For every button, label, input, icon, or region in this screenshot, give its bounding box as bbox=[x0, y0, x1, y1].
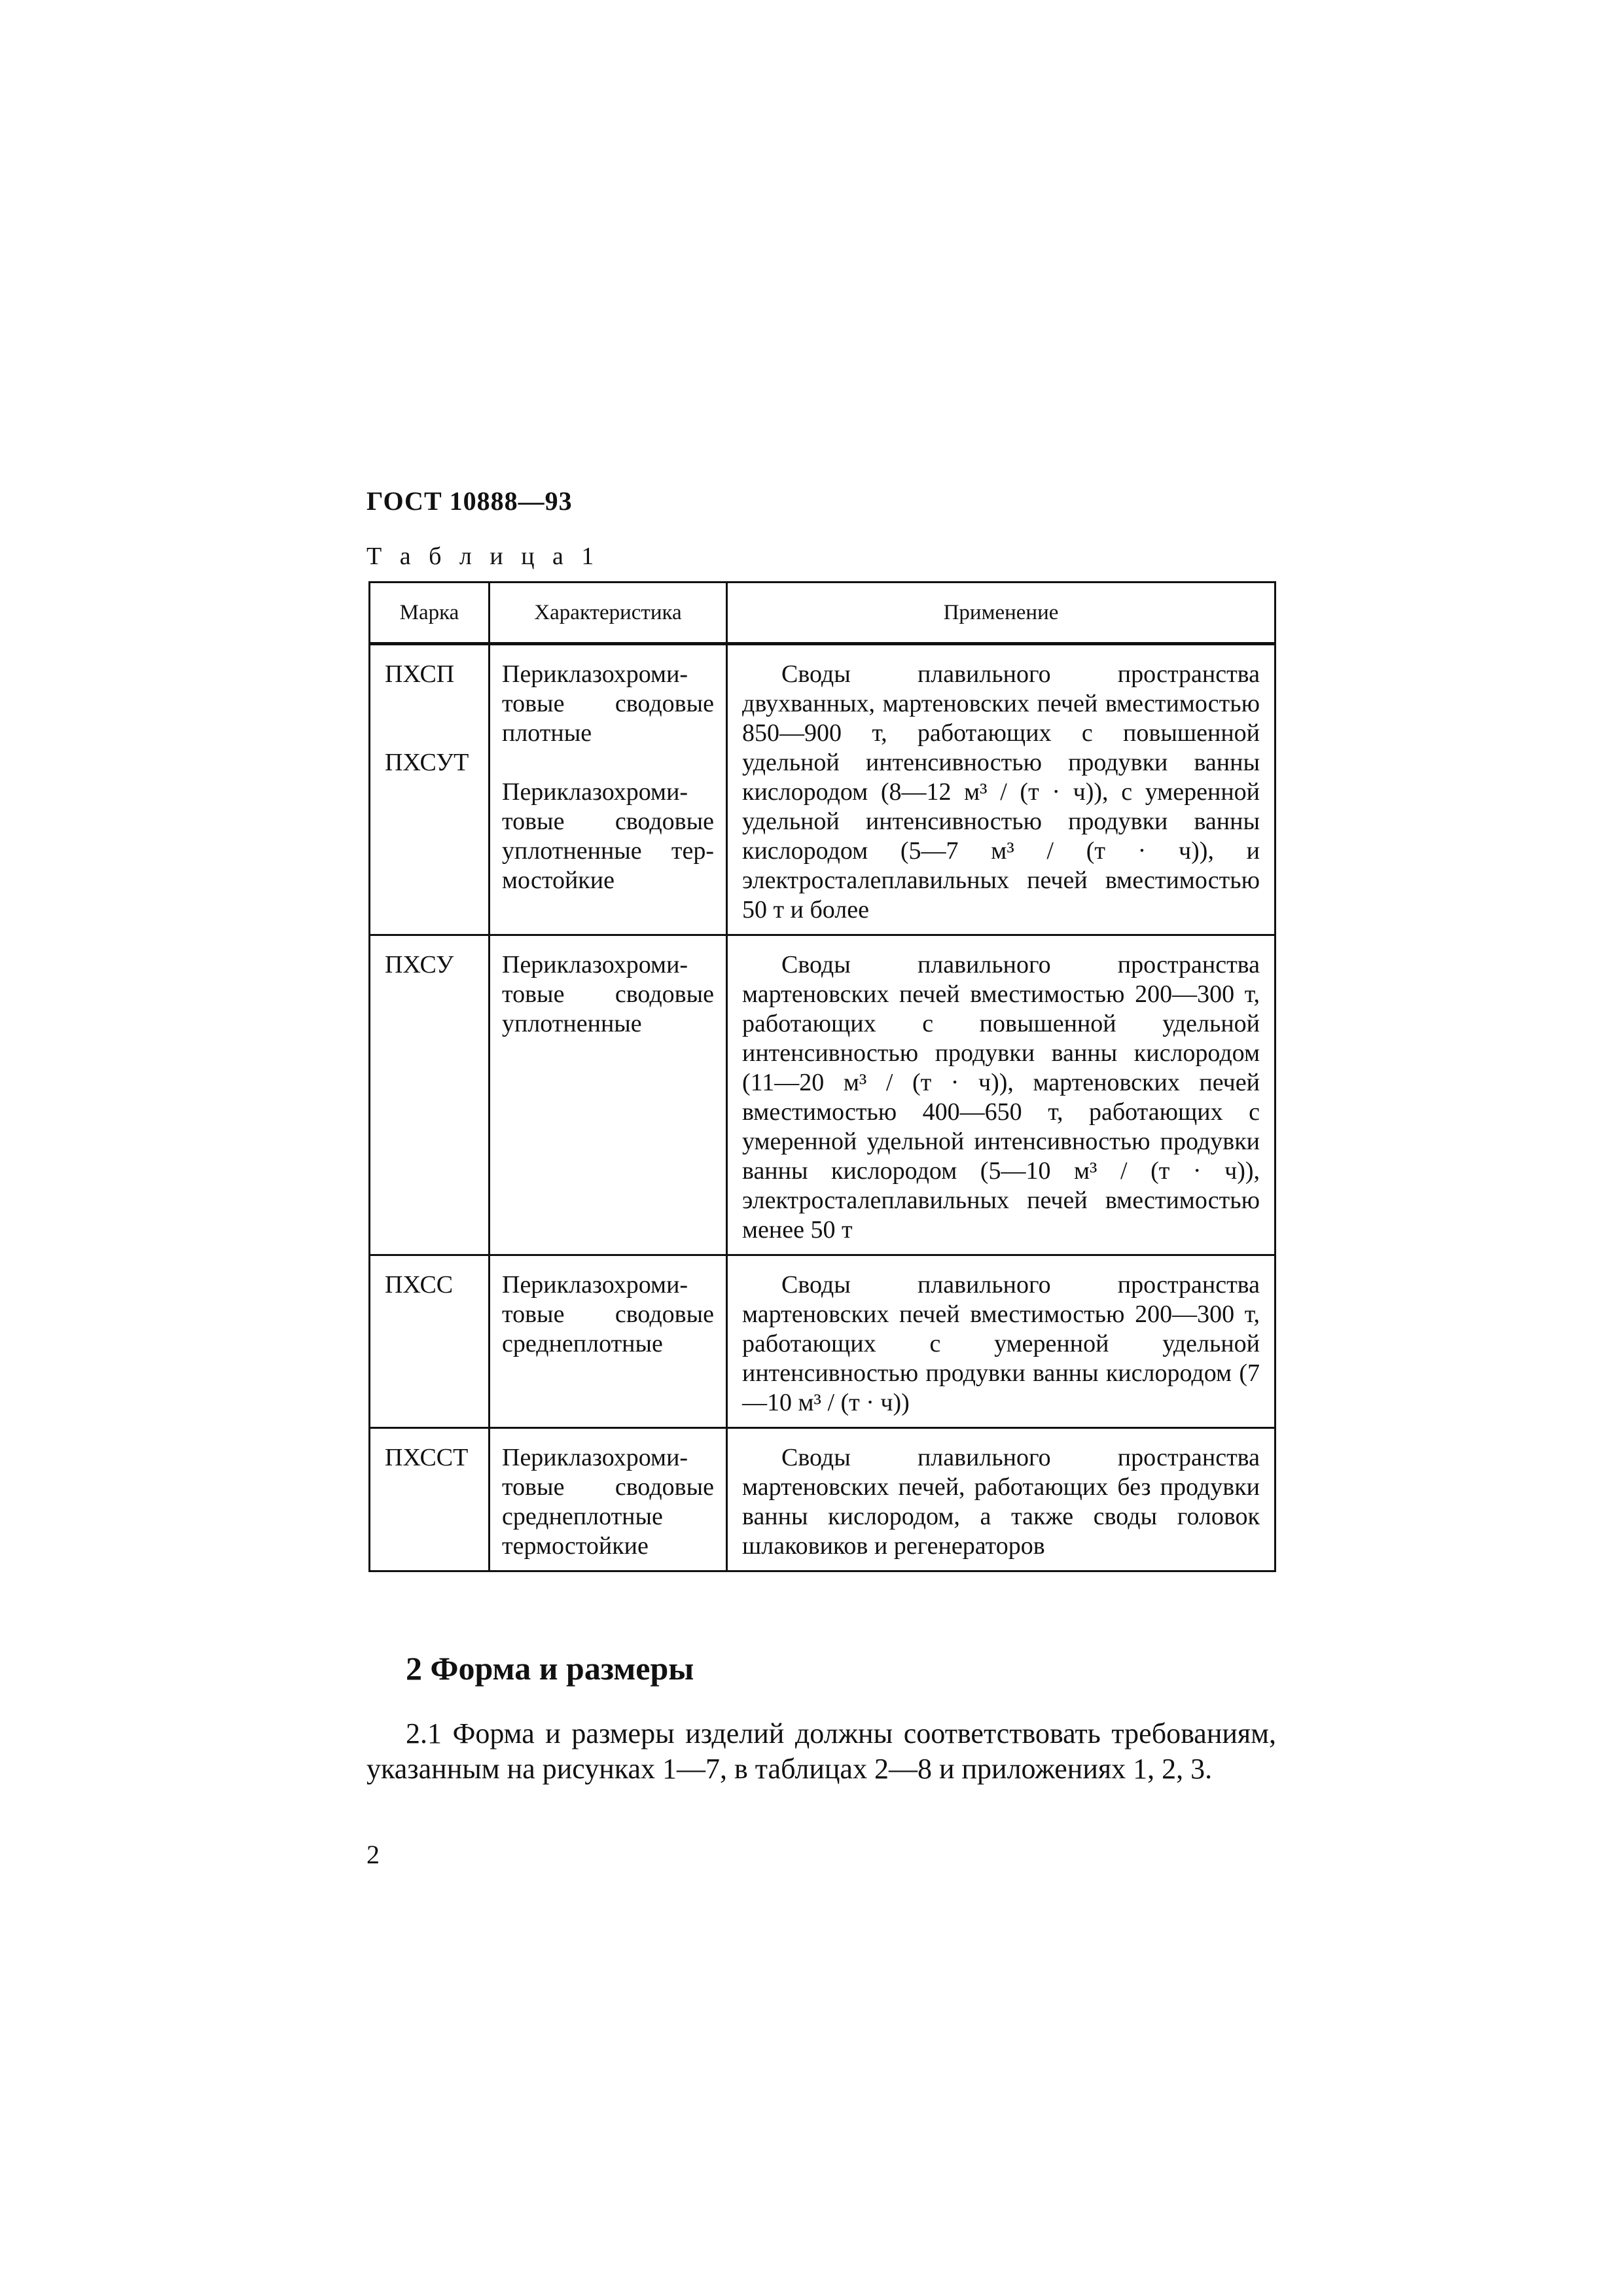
column-header-application: Применение bbox=[727, 583, 1275, 644]
mark-value: ПХСП bbox=[385, 660, 455, 688]
mark-cell bbox=[370, 1255, 490, 1428]
application-text: Своды плавильного пространства мартеновских печей вместимостью 200—300 т, работающих с умеренной удельной интенсивностью продувки ванны кислородом (7—10 м³ / (т · ч)) bbox=[742, 1271, 1260, 1416]
table-row bbox=[370, 644, 1275, 935]
mark-value: ПХСУТ bbox=[385, 749, 469, 776]
characteristic-text: Периклазохроми-товые сводовые уплотненные тер-мостойкие bbox=[502, 778, 714, 894]
table-row bbox=[370, 1428, 1275, 1571]
mark-cell bbox=[370, 1428, 490, 1571]
table-header-row bbox=[370, 583, 1275, 644]
mark-value: ПХССТ bbox=[385, 1444, 469, 1471]
application-text: Своды плавильного пространства мартеновских печей, работающих без продувки ванны кислородом, а также своды головок шлаковиков и регенераторов bbox=[742, 1444, 1260, 1560]
section-title: 2 Форма и размеры bbox=[406, 1650, 694, 1687]
page-number: 2 bbox=[366, 1840, 380, 1869]
application-cell bbox=[727, 1255, 1275, 1428]
mark-value: ПХСУ bbox=[385, 951, 454, 978]
materials-table bbox=[368, 581, 1276, 1572]
application-text: Своды плавильного пространства мартеновских печей вместимостью 200—300 т, работающих с повышенной удельной интенсивностью продувки ванны кислородом (11—20 м³ / (т · ч)), мартеновских печей вместимостью 400—650 т, работающих с умеренной удельной интенсивностью продувки ванны кислородом (5—10 м³ / (т · ч)), электросталеплавильных печей вместимостью менее 50 т bbox=[742, 951, 1260, 1244]
section-paragraph: 2.1 Форма и размеры изделий должны соответствовать требованиям, указанным на рисунках 1—7, в таблицах 2—8 и приложениях 1, 2, 3. bbox=[366, 1717, 1276, 1785]
application-cell bbox=[727, 644, 1275, 935]
application-cell bbox=[727, 1428, 1275, 1571]
mark-cell bbox=[370, 644, 490, 935]
characteristic-text: Периклазохроми-товые сводовые среднеплотные bbox=[502, 1271, 714, 1357]
characteristic-cell bbox=[490, 1428, 727, 1571]
characteristic-cell bbox=[490, 1255, 727, 1428]
table-row bbox=[370, 1255, 1275, 1428]
column-header-mark: Марка bbox=[370, 583, 490, 644]
column-header-characteristic: Характеристика bbox=[490, 583, 727, 644]
characteristic-cell bbox=[490, 935, 727, 1255]
characteristic-text: Периклазохроми-товые сводовые плотные bbox=[502, 660, 714, 747]
table-caption: Т а б л и ц а 1 bbox=[366, 543, 600, 570]
application-cell bbox=[727, 935, 1275, 1255]
mark-value: ПХСС bbox=[385, 1271, 454, 1299]
document-id: ГОСТ 10888—93 bbox=[366, 486, 573, 516]
application-text: Своды плавильного пространства двухванных, мартеновских печей вместимостью 850—900 т, работающих с повышенной удельной интенсивностью продувки ванны кислородом (8—12 м³ / (т · ч)), с умеренной удельной интенсивностью продувки ванны кислородом (5—7 м³ / (т · ч)), и электросталеплавильных печей вместимостью 50 т и более bbox=[742, 660, 1260, 924]
mark-cell bbox=[370, 935, 490, 1255]
characteristic-text: Периклазохроми-товые сводовые уплотненные bbox=[502, 951, 714, 1037]
characteristic-cell bbox=[490, 644, 727, 935]
table-row bbox=[370, 935, 1275, 1255]
characteristic-text: Периклазохроми-товые сводовые среднеплотные термостойкие bbox=[502, 1444, 714, 1560]
